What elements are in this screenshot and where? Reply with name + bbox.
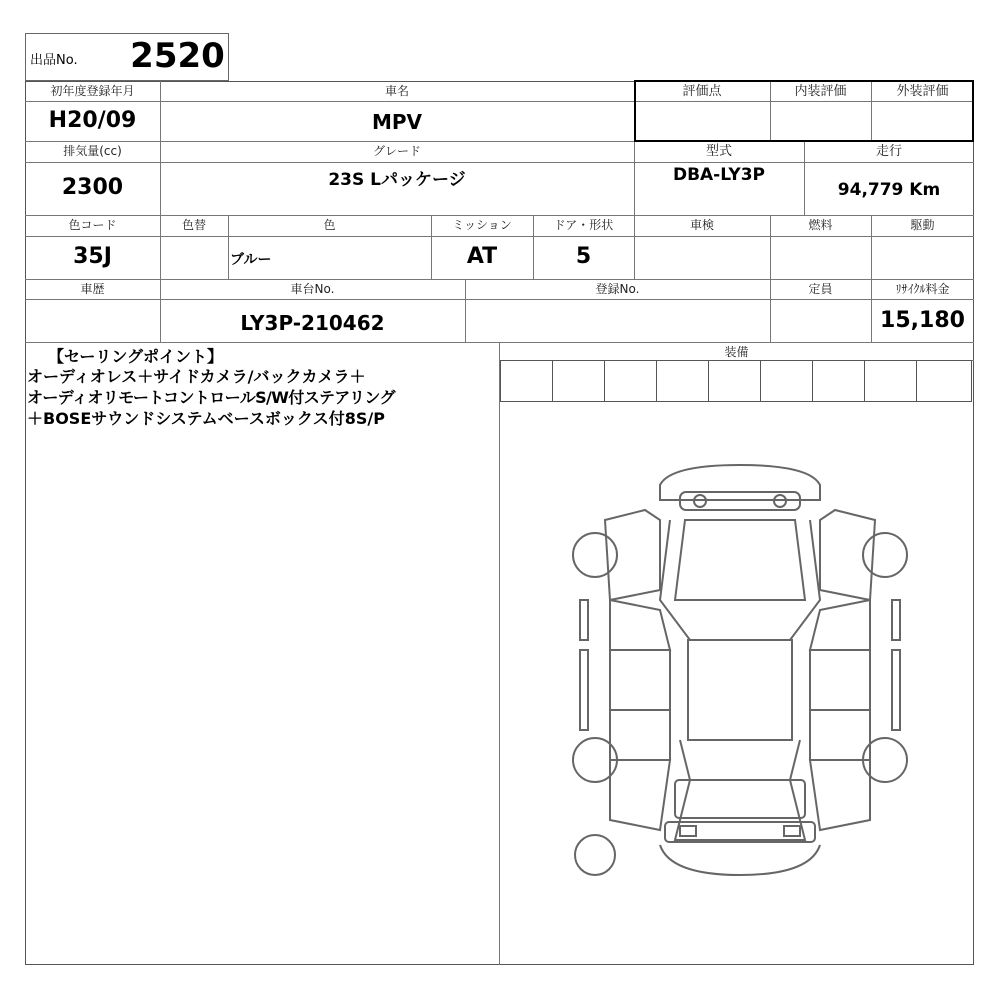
hdr-mileage: 走行 <box>875 144 902 159</box>
displacement-value: 2300 <box>61 175 124 200</box>
car-diagram <box>570 460 910 880</box>
hdr-car-name: 車名 <box>384 84 409 98</box>
equipment-cell <box>812 360 865 402</box>
color-code-value: 35J <box>73 244 112 269</box>
car-name-value: MPV <box>371 110 423 134</box>
hdr-transmission: ミッション <box>452 218 512 232</box>
hdr-drive: 駆動 <box>910 218 935 232</box>
selling-point-line: オーディオリモートコントロールS/W付ステアリング <box>27 388 395 407</box>
doors-value: 5 <box>575 244 592 269</box>
lot-label: 出品No. <box>30 53 78 68</box>
hdr-doors: ドア・形状 <box>553 218 614 232</box>
model-type-value: DBA-LY3P <box>672 165 766 185</box>
equipment-cell <box>760 360 813 402</box>
hdr-history: 車歴 <box>80 282 105 296</box>
hdr-first-reg: 初年度登録年月 <box>50 84 135 98</box>
lot-number: 2520 <box>130 36 225 76</box>
hdr-displacement: 排気量(cc) <box>63 144 122 158</box>
equipment-cell <box>864 360 917 402</box>
hdr-color-change: 色替 <box>181 218 206 232</box>
equipment-cell <box>708 360 761 402</box>
hdr-color: 色 <box>323 218 336 232</box>
mileage-value: 94,779 Km <box>837 180 941 200</box>
equipment-cell <box>916 360 972 402</box>
hdr-capacity: 定員 <box>808 282 833 296</box>
hdr-score: 評価点 <box>682 84 722 99</box>
hdr-recycle: ﾘｻｲｸﾙ料金 <box>895 282 950 296</box>
chassis-value: LY3P-210462 <box>240 311 385 335</box>
hdr-exterior: 外装評価 <box>896 84 949 99</box>
hdr-chassis: 車台No. <box>290 282 335 296</box>
grade-value: 23S Lパッケージ <box>328 170 466 190</box>
equipment-cell <box>604 360 657 402</box>
equipment-cell <box>656 360 709 402</box>
transmission-value: AT <box>466 244 498 269</box>
selling-point-line: オーディオレス＋サイドカメラ/バックカメラ＋ <box>27 367 366 386</box>
recycle-value: 15,180 <box>880 308 965 333</box>
selling-point-line: ＋BOSEサウンドシステムベースボックス付8S/P <box>27 409 385 428</box>
equipment-cell <box>552 360 605 402</box>
selling-points-title: 【セーリングポイント】 <box>48 347 224 366</box>
hdr-grade: グレード <box>372 144 421 158</box>
hdr-equipment: 装備 <box>724 345 749 359</box>
color-value: ブルー <box>230 252 272 268</box>
hdr-reg-no: 登録No. <box>595 282 640 296</box>
hdr-fuel: 燃料 <box>808 218 833 232</box>
hdr-model-type: 型式 <box>705 144 732 159</box>
hdr-color-code: 色コード <box>68 218 117 232</box>
hdr-interior: 内装評価 <box>794 84 847 99</box>
hdr-inspection: 車検 <box>689 218 714 232</box>
first-reg-value: H20/09 <box>48 108 137 133</box>
equipment-cell <box>500 360 553 402</box>
equipment-grid <box>500 360 972 402</box>
